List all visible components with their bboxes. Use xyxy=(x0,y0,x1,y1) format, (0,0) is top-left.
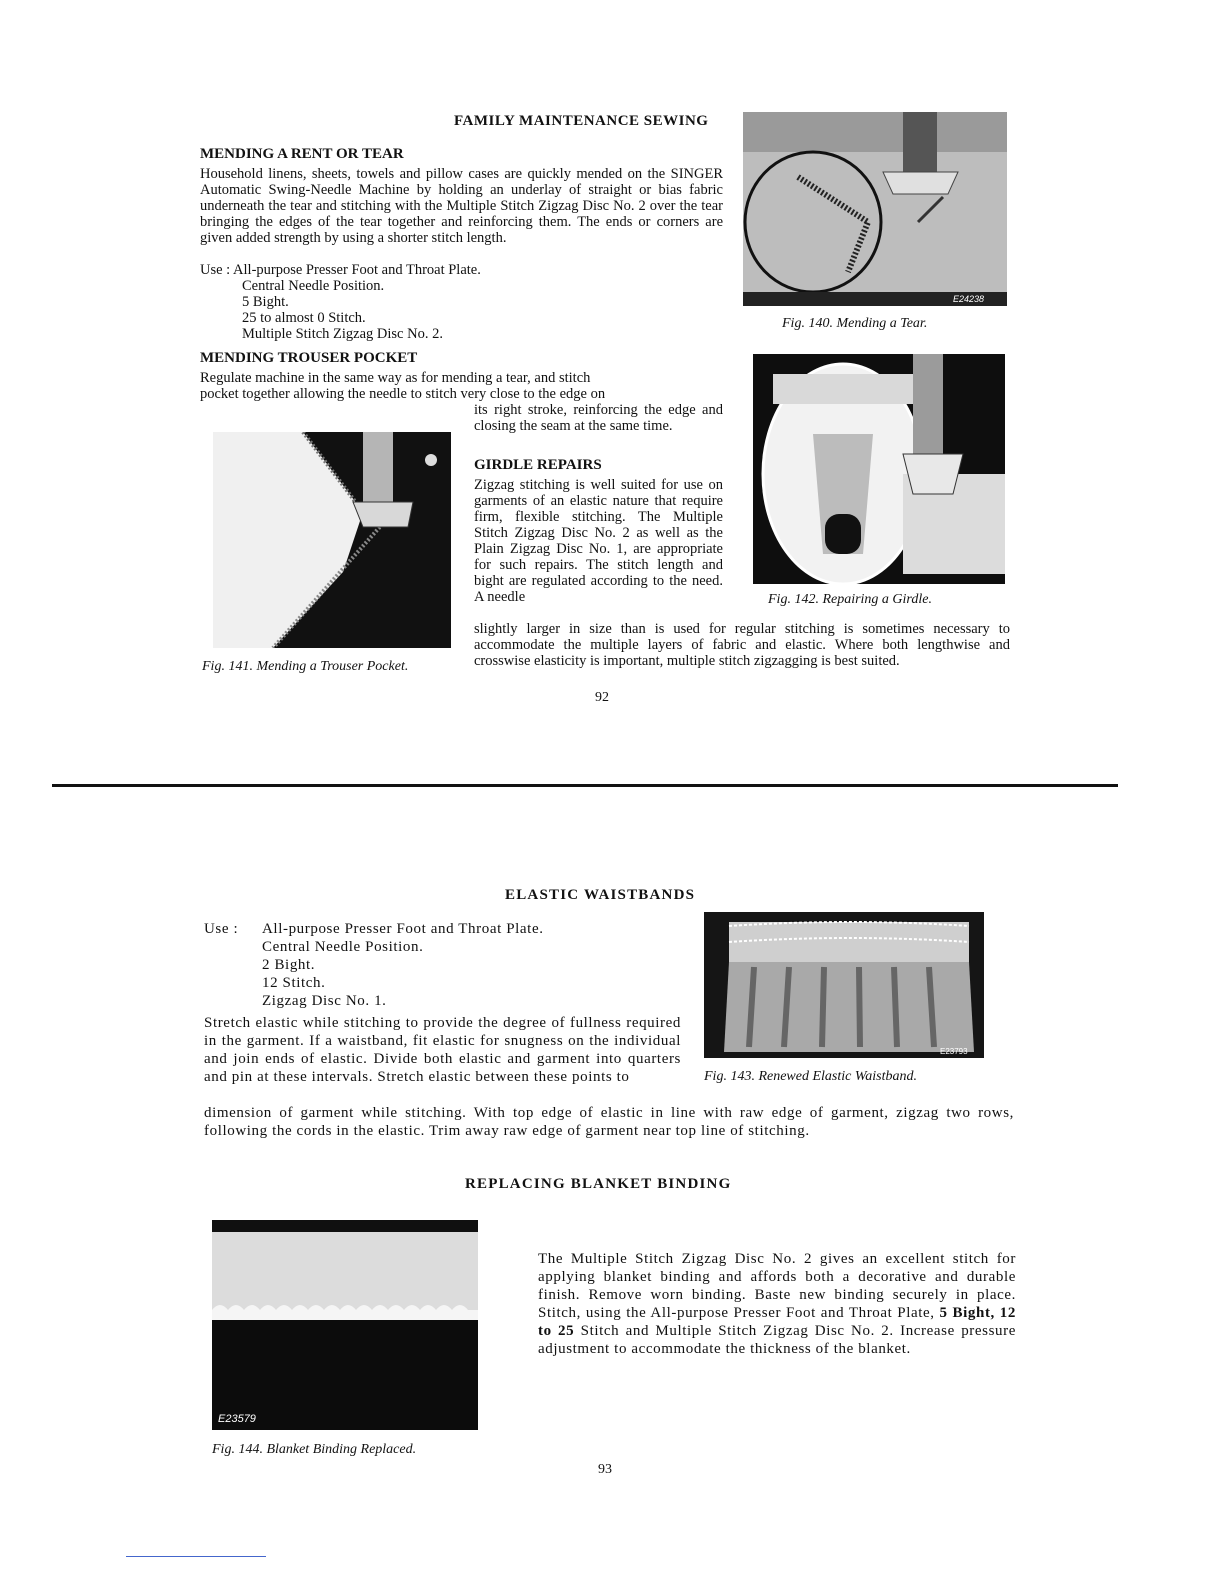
figure-140-photo xyxy=(743,112,1007,306)
page-number: 92 xyxy=(595,690,609,705)
use-item: All-purpose Presser Foot and Throat Plate. xyxy=(233,262,481,278)
figure-142-photo xyxy=(753,354,1005,584)
figure-code: E23793 xyxy=(940,1047,968,1056)
use-item: Multiple Stitch Zigzag Disc No. 2. xyxy=(242,326,443,342)
trouser-pocket-image xyxy=(213,432,451,648)
girdle-repair-image xyxy=(753,354,1005,584)
paragraph: its right stroke, reinforcing the edge and closing the seam at the same time. xyxy=(474,402,723,434)
section-heading: MENDING A RENT OR TEAR xyxy=(200,146,404,162)
page-number: 93 xyxy=(598,1462,612,1477)
figure-caption: Fig. 143. Renewed Elastic Waistband. xyxy=(704,1069,917,1084)
page-title: ELASTIC WAISTBANDS xyxy=(505,887,696,903)
use-item: 2 Bight. xyxy=(262,957,316,973)
use-item: Central Needle Position. xyxy=(262,939,424,955)
sewing-tear-image xyxy=(743,112,1007,306)
use-item: Central Needle Position. xyxy=(242,278,385,294)
figure-144-photo xyxy=(212,1220,478,1430)
use-item: 25 to almost 0 Stitch. xyxy=(242,310,366,326)
paragraph-line: Regulate machine in the same way as for mending a tear, and stitch xyxy=(200,370,591,386)
footer-rule xyxy=(126,1556,266,1557)
section-heading: REPLACING BLANKET BINDING xyxy=(465,1176,732,1192)
use-item: Zigzag Disc No. 1. xyxy=(262,993,387,1009)
figure-143-photo xyxy=(704,912,984,1058)
section-heading: GIRDLE REPAIRS xyxy=(474,457,602,473)
figure-caption: Fig. 142. Repairing a Girdle. xyxy=(768,592,932,607)
use-item: 5 Bight. xyxy=(242,294,289,310)
paragraph: Stretch elastic while stitching to provide the degree of fullness required in the garment. If a waistband, fit elastic for snugness on the individual and join ends of elastic. Divide both elastic and garment into quarters and pin at these intervals. Stretch elastic between these points to xyxy=(204,1015,681,1085)
paragraph-line: pocket together allowing the needle to stitch very close to the edge on xyxy=(200,386,606,402)
paragraph: Zigzag stitching is well suited for use on garments of an elastic nature that require firm, flexible stitching. The Multiple Stitch Zigzag Disc No. 2 as well as the Plain Zigzag Disc No. 1, are appropriate for such repairs. The stitch length and bight are regulated according to the need. A needle xyxy=(474,477,723,605)
figure-code: E24238 xyxy=(953,294,985,304)
elastic-waistband-image xyxy=(704,912,984,1058)
use-item: All-purpose Presser Foot and Throat Plate. xyxy=(262,921,544,937)
figure-code: E23579 xyxy=(218,1413,256,1425)
page-divider xyxy=(52,784,1118,787)
use-label: Use : xyxy=(200,262,231,278)
figure-caption: Fig. 140. Mending a Tear. xyxy=(782,316,928,331)
use-block xyxy=(200,262,600,342)
figure-caption: Fig. 144. Blanket Binding Replaced. xyxy=(212,1442,417,1457)
use-label: Use : xyxy=(204,921,239,937)
paragraph-bold: 5 Bight, 12 to 25 xyxy=(538,1305,1016,1339)
section-heading: MENDING TROUSER POCKET xyxy=(200,350,418,366)
figure-141-photo xyxy=(213,432,451,648)
paragraph: dimension of garment while stitching. With top edge of elastic in line with raw edge of garment, zigzag two rows, following the cords in the elastic. Trim away raw edge of garment near top line of stitching. xyxy=(204,1105,1014,1139)
paragraph-text: Stitch and Multiple Stitch Zigzag Disc No. 2. Increase pressure adjustment to accommodate the thickness of the blanket. xyxy=(538,1323,1016,1357)
paragraph-text: The Multiple Stitch Zigzag Disc No. 2 gives an excellent stitch for applying blanket binding and affords both a decorative and durable finish. Remove worn binding. Baste new binding securely in place. Stitch, using the All-purpose Presser Foot and Throat Plate, xyxy=(538,1251,1016,1321)
paragraph: slightly larger in size than is used for regular stitching is sometimes necessary to accommodate the multiple layers of fabric and elastic. Where both lengthwise and crosswise elasticity is important, multiple stitch zigzagging is best suited. xyxy=(474,621,1010,669)
use-block xyxy=(204,920,674,1010)
use-item: 12 Stitch. xyxy=(262,975,326,991)
paragraph: Household linens, sheets, towels and pillow cases are quickly mended on the SINGER Automatic Swing-Needle Machine by holding an underlay of straight or bias fabric underneath the tear and stitching with the Multiple Stitch Zigzag Disc No. 2 over the tear bringing the edges of the tear together and reinforcing them. The ends or corners are given added strength by using a shorter stitch length. xyxy=(200,166,723,246)
figure-caption: Fig. 141. Mending a Trouser Pocket. xyxy=(202,659,409,674)
paragraph xyxy=(538,1250,1016,1358)
blanket-binding-image xyxy=(212,1220,478,1430)
page-title: FAMILY MAINTENANCE SEWING xyxy=(454,113,709,129)
